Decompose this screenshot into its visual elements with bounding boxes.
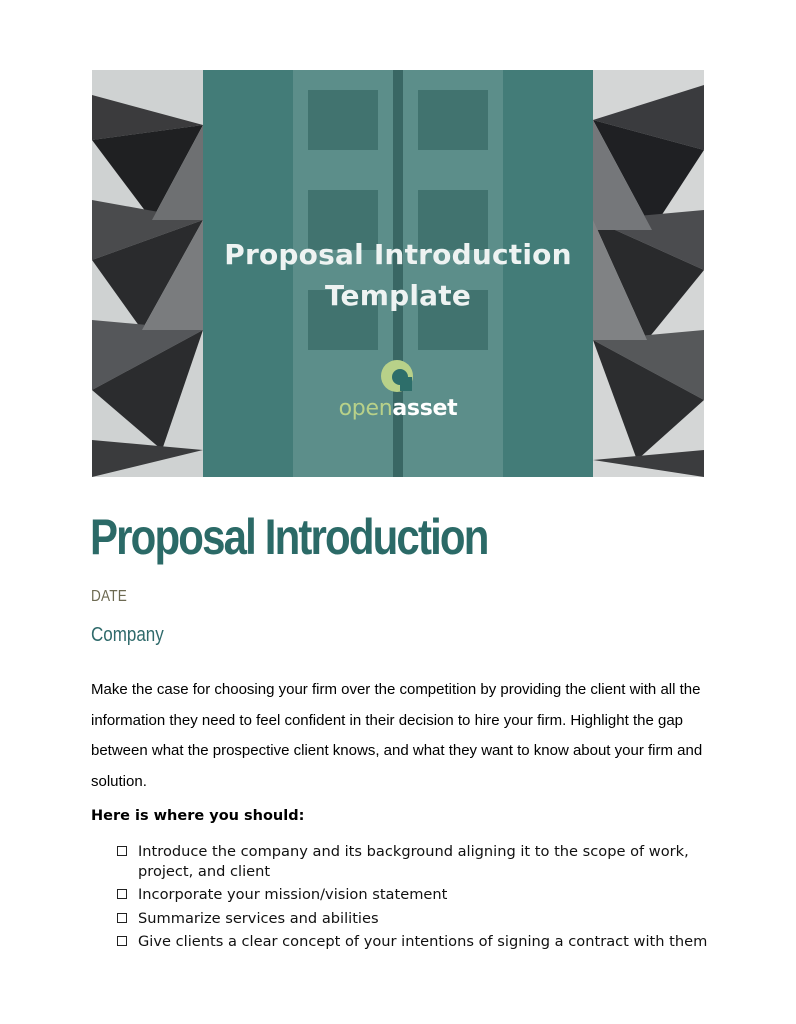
checklist (117, 842, 717, 956)
checkbox-icon[interactable] (117, 936, 127, 946)
openasset-logo-wordmark (203, 396, 593, 421)
hero-banner (92, 70, 704, 477)
document-title: Proposal Introduction (90, 509, 488, 565)
checklist-heading: Here is where you should: (91, 808, 305, 824)
logo-text-open: open (338, 396, 393, 421)
company-field: Company (91, 624, 164, 646)
checklist-item (117, 909, 717, 929)
hero-title (203, 234, 593, 316)
checklist-item-text: Introduce the company and its background aligning it to the scope of work, project, and client (138, 843, 689, 880)
intro-paragraph: Make the case for choosing your firm over the competition by providing the client with all the information they need to feel confident in their decision to hire your firm. Highlight the gap between what the prospective client knows, and what they want to know about your firm and solution. (91, 681, 703, 790)
openasset-logo-icon (377, 358, 417, 394)
checklist-item-text: Summarize services and abilities (138, 909, 379, 927)
checklist-item (117, 932, 717, 952)
hero-title-line1: Proposal Introduction (224, 238, 572, 271)
checklist-item (117, 885, 717, 905)
checkbox-icon[interactable] (117, 913, 127, 923)
checklist-item-text: Give clients a clear concept of your intentions of signing a contract with them (138, 933, 708, 950)
checkbox-icon[interactable] (117, 846, 127, 856)
hero-title-band (203, 70, 593, 477)
checklist-item (117, 842, 717, 881)
hero-title-line2: Template (324, 279, 472, 312)
date-field: DATE (91, 588, 127, 605)
checkbox-icon[interactable] (117, 889, 127, 899)
logo-text-asset: asset (392, 396, 458, 421)
checklist-item-text: Incorporate your mission/vision statement (138, 886, 448, 903)
